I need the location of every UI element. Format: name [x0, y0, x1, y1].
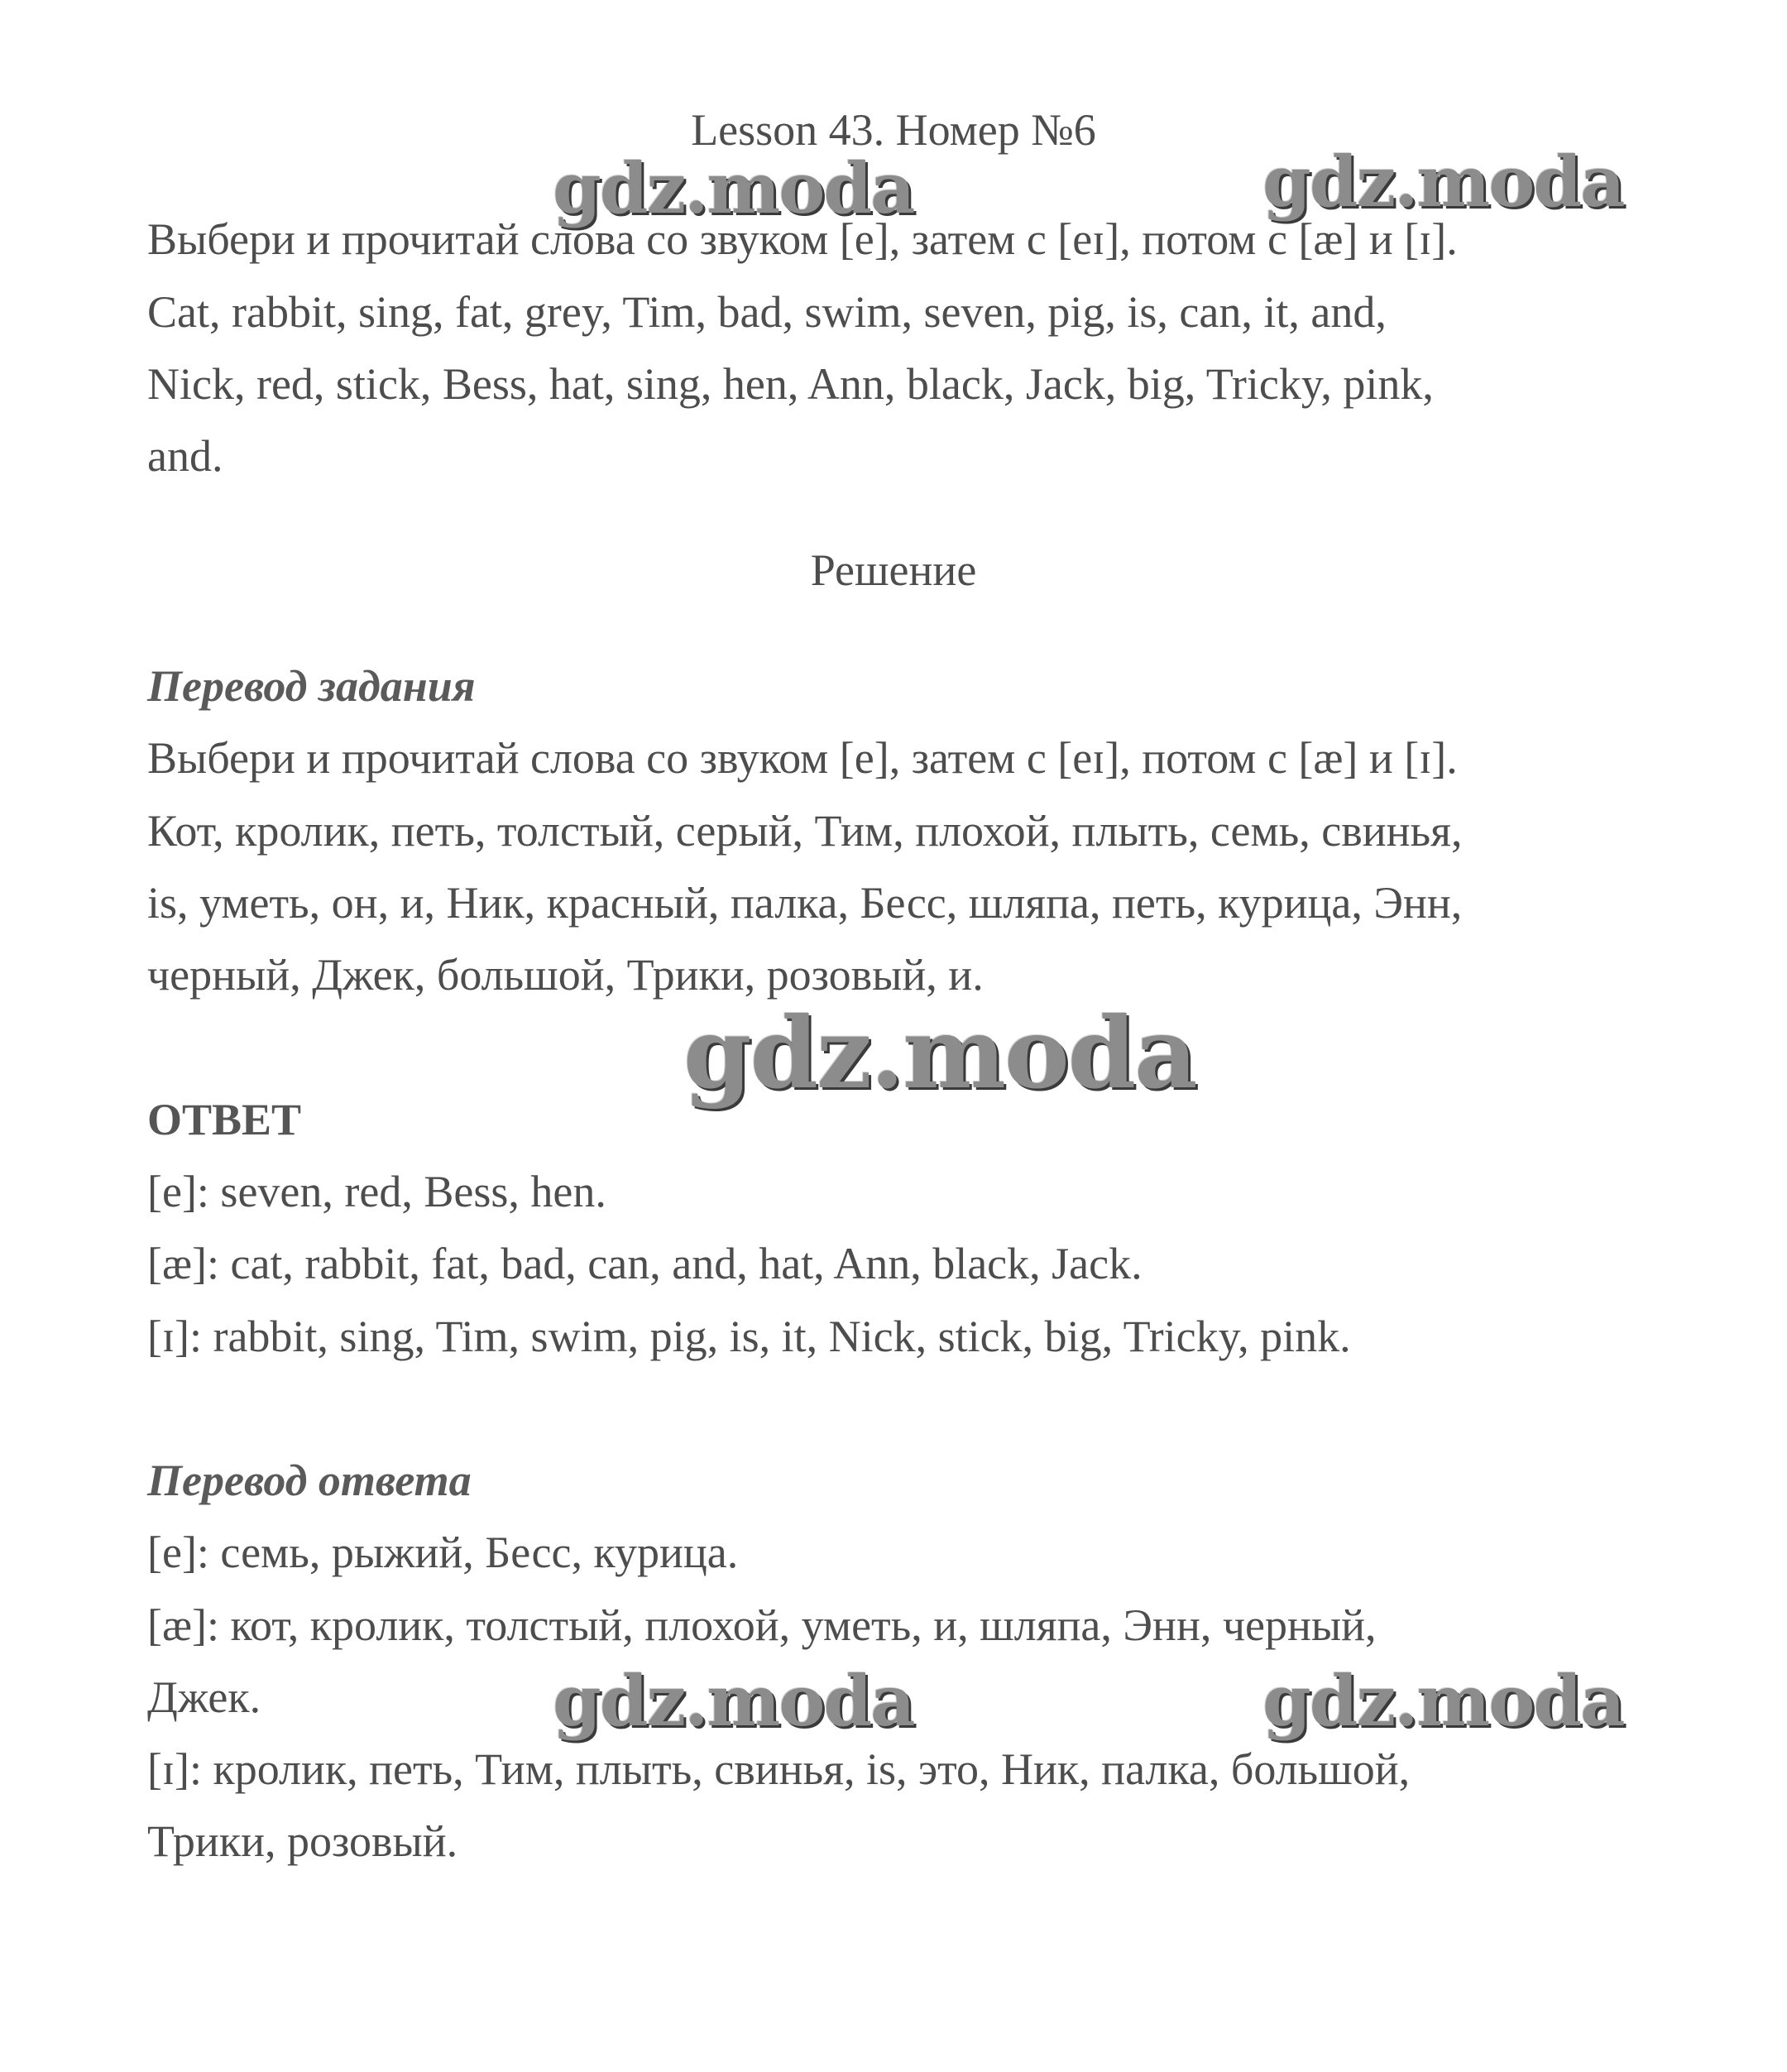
watermark-logo: gdz.moda — [1262, 141, 1624, 223]
translation-task-line: Кот, кролик, петь, толстый, серый, Тим, плохой, плыть, семь, свинья, — [147, 806, 1463, 856]
translation-answer-line: Джек. — [147, 1672, 261, 1722]
task-line: and. — [147, 431, 223, 481]
translation-answer-line: [e]: семь, рыжий, Бесс, курица. — [147, 1528, 739, 1577]
page-title: Lesson 43. Номер №6 — [691, 105, 1096, 155]
answer-line: [ɪ]: rabbit, sing, Tim, swim, pig, is, it, Nick, stick, big, Tricky, pink. — [147, 1312, 1351, 1361]
translation-answer-line: [ɪ]: кролик, петь, Тим, плыть, свинья, is, это, Ник, палка, большой, — [147, 1744, 1411, 1794]
translation-task-heading: Перевод задания — [147, 661, 476, 711]
watermark-logo: gdz.moda — [683, 995, 1196, 1110]
answer-line: [æ]: cat, rabbit, fat, bad, can, and, hat, Ann, black, Jack. — [147, 1239, 1143, 1288]
solution-heading: Решение — [810, 545, 977, 595]
translation-task-line: Выбери и прочитай слова со звуком [e], затем с [eɪ], потом с [æ] и [ɪ]. — [147, 733, 1458, 783]
translation-task-line: черный, Джек, большой, Трики, розовый, и. — [147, 950, 984, 1000]
watermark-logo: gdz.moda — [553, 1660, 914, 1742]
answer-line: [e]: seven, red, Bess, hen. — [147, 1167, 606, 1216]
translation-answer-heading: Перевод ответа — [147, 1456, 472, 1505]
translation-task-line: is, уметь, он, и, Ник, красный, палка, Бесс, шляпа, петь, курица, Энн, — [147, 878, 1463, 928]
translation-answer-line: [æ]: кот, кролик, толстый, плохой, уметь, и, шляпа, Энн, черный, — [147, 1600, 1377, 1650]
translation-answer-line: Трики, розовый. — [147, 1816, 458, 1866]
task-line: Cat, rabbit, sing, fat, grey, Tim, bad, swim, seven, pig, is, can, it, and, — [147, 287, 1387, 337]
task-line: Nick, red, stick, Bess, hat, sing, hen, Ann, black, Jack, big, Tricky, pink, — [147, 359, 1434, 409]
task-line: Выбери и прочитай слова со звуком [e], затем с [eɪ], потом с [æ] и [ɪ]. — [147, 214, 1458, 264]
answer-heading: ОТВЕТ — [147, 1095, 302, 1144]
watermark-logo: gdz.moda — [1262, 1660, 1624, 1742]
watermark-logo: gdz.moda — [553, 147, 914, 229]
